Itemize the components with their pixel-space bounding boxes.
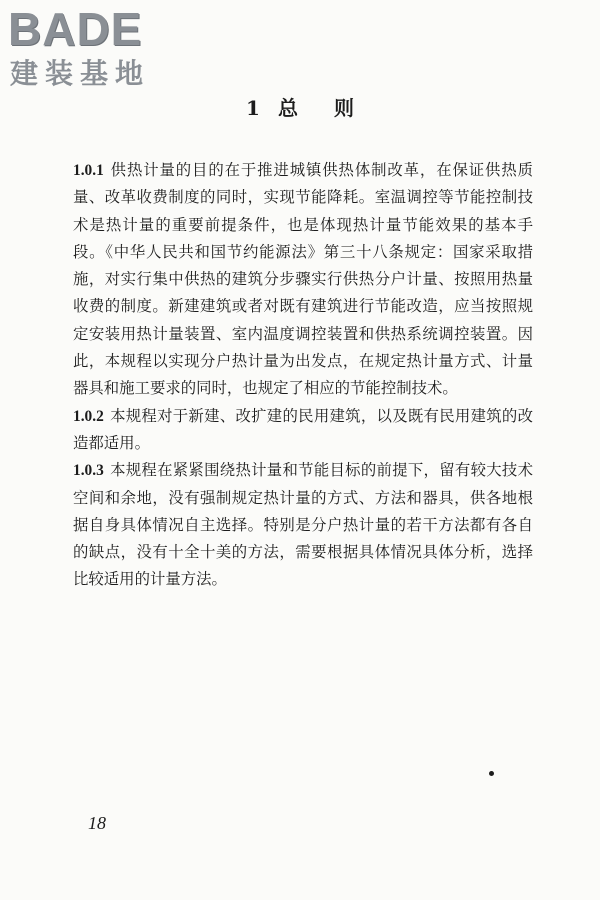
logo	[8, 4, 173, 94]
chapter-title-part2: 则	[333, 96, 354, 120]
clause-text: 供热计量的目的在于推进城镇供热体制改革，在保证供热质量、改革收费制度的同时，实现节能降耗。室温调控等节能控制技术是热计量的重要前提条件，也是体现热计量节能效果的基本手段。《中华人民共和国节约能源法》第三十八条规定：国家采取措施，对实行集中供热的建筑分步骤实行供热分户计量、按照用热量收费的制度。新建建筑或者对既有建筑进行节能改造，应当按照规定安装用热计量装置、室内温度调控装置和供热系统调控装置。因此，本规程以实现分户热计量为出发点，在规定热计量方式、计量器具和施工要求的同时，也规定了相应的节能控制技术。	[73, 161, 533, 398]
clause-1-0-1	[73, 157, 533, 403]
clause-number: 1.0.2	[73, 407, 104, 425]
body-text	[73, 157, 533, 594]
clause-1-0-3	[73, 457, 533, 593]
clause-number: 1.0.3	[73, 462, 104, 480]
clause-1-0-2	[73, 403, 533, 458]
clause-number: 1.0.1	[73, 162, 104, 179]
clause-text: 本规程在紧紧围绕热计量和节能目标的前提下，留有较大技术空间和余地，没有强制规定热计量的方式、方法和器具，供各地根据自身具体情况自主选择。特别是分户热计量的若干方法都有各自的缺点，没有十全十美的方法，需要根据具体情况具体分析，选择比较适用的计量方法。	[73, 461, 533, 589]
logo-subtitle: 建装基地	[10, 57, 151, 90]
stray-dot	[489, 771, 494, 776]
clause-text: 本规程对于新建、改扩建的民用建筑，以及既有民用建筑的改造都适用。	[73, 406, 533, 452]
page-number: 18	[88, 813, 106, 833]
chapter-title-part1: 总	[277, 96, 298, 120]
chapter-title	[0, 93, 600, 123]
logo-wordmark: BADE	[8, 3, 143, 55]
chapter-number: 1	[246, 96, 260, 120]
